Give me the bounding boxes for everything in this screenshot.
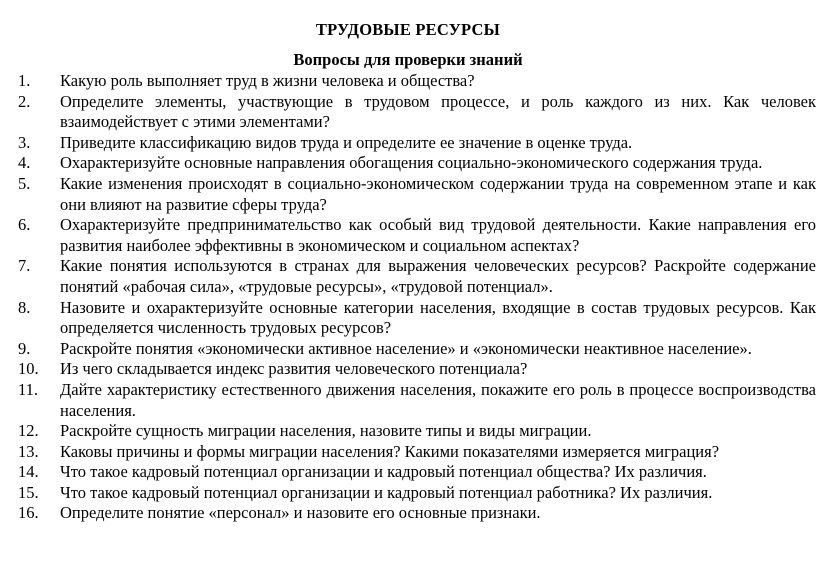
- question-number: 2.: [18, 91, 31, 111]
- question-number: 12.: [18, 421, 39, 441]
- question-number: 4.: [18, 153, 31, 173]
- question-text: Каковы причины и формы миграции населения? Какими показателями измеряется миграция?: [60, 441, 720, 461]
- question-number: 11.: [18, 379, 39, 399]
- question-text: Какие понятия используются в странах для выражения человеческих ресурсов? Раскройте содержание понятий «рабочая сила», «трудовые ресурсы», «трудовой потенциал».: [60, 256, 816, 296]
- question-text: Какую роль выполняет труд в жизни человека и общества?: [60, 71, 475, 90]
- question-item: [18, 359, 816, 380]
- question-item: [18, 215, 816, 256]
- question-number: 1.: [18, 71, 31, 90]
- question-text: Из чего складывается индекс развития человеческого потенциала?: [60, 359, 528, 379]
- question-item: [18, 503, 816, 524]
- question-text: Приведите классификацию видов труда и определите ее значение в оценке труда.: [60, 132, 633, 152]
- question-number: 13.: [18, 441, 39, 461]
- question-text: Определите элементы, участвующие в трудовом процессе, и роль каждого из них. Как человек взаимодействует с этими элементами?: [60, 91, 816, 132]
- question-number: 5.: [18, 173, 31, 193]
- question-number: 15.: [18, 482, 39, 502]
- question-text: Раскройте понятия «экономически активное население» и «экономически неактивное население».: [60, 338, 752, 358]
- question-number: 3.: [18, 132, 31, 152]
- questions-list: [18, 71, 816, 524]
- question-number: 6.: [18, 215, 31, 235]
- question-item: [18, 421, 816, 442]
- question-item: [18, 442, 816, 463]
- question-text: Определите понятие «персонал» и назовите его основные признаки.: [60, 503, 541, 523]
- question-text: Охарактеризуйте основные направления обогащения социально-экономического содержания труда.: [60, 153, 763, 173]
- document-title: ТРУДОВЫЕ РЕСУРСЫ: [315, 20, 501, 39]
- question-item: [18, 92, 816, 133]
- question-number: 10.: [18, 359, 39, 379]
- question-item: [18, 298, 816, 339]
- question-text: Какие изменения происходят в социально-экономическом содержании труда на современном этапе и как они влияют на развитие сферы труда?: [60, 173, 816, 214]
- question-item: [18, 339, 816, 360]
- question-text: Что такое кадровый потенциал организации и кадровый потенциал общества? Их различия.: [60, 462, 707, 482]
- question-text: Раскройте сущность миграции населения, назовите типы и виды миграции.: [60, 421, 592, 441]
- question-item: [18, 174, 816, 215]
- question-item: [18, 462, 816, 483]
- question-text: Что такое кадровый потенциал организации и кадровый потенциал работника? Их различия.: [60, 482, 713, 502]
- question-item: [18, 71, 816, 92]
- question-number: 14.: [18, 462, 39, 482]
- question-number: 16.: [18, 503, 39, 523]
- question-number: 7.: [18, 256, 31, 276]
- question-item: [18, 256, 816, 297]
- question-text: Дайте характеристику естественного движения населения, покажите его роль в процессе воспроизводства населения.: [60, 379, 816, 420]
- question-item: [18, 483, 816, 504]
- question-number: 8.: [18, 297, 31, 317]
- question-item: [18, 153, 816, 174]
- question-text: Охарактеризуйте предпринимательство как особый вид трудовой деятельности. Какие направления его развития наиболее эффективны в экономическом и социальном аспектах?: [60, 215, 816, 255]
- question-item: [18, 133, 816, 154]
- document-subtitle: Вопросы для проверки знаний: [293, 50, 523, 69]
- question-number: 9.: [18, 338, 31, 358]
- question-text: Назовите и охарактеризуйте основные категории населения, входящие в состав трудовых ресурсов. Как определяется численность трудовых ресурсов?: [60, 297, 816, 338]
- question-item: [18, 380, 816, 421]
